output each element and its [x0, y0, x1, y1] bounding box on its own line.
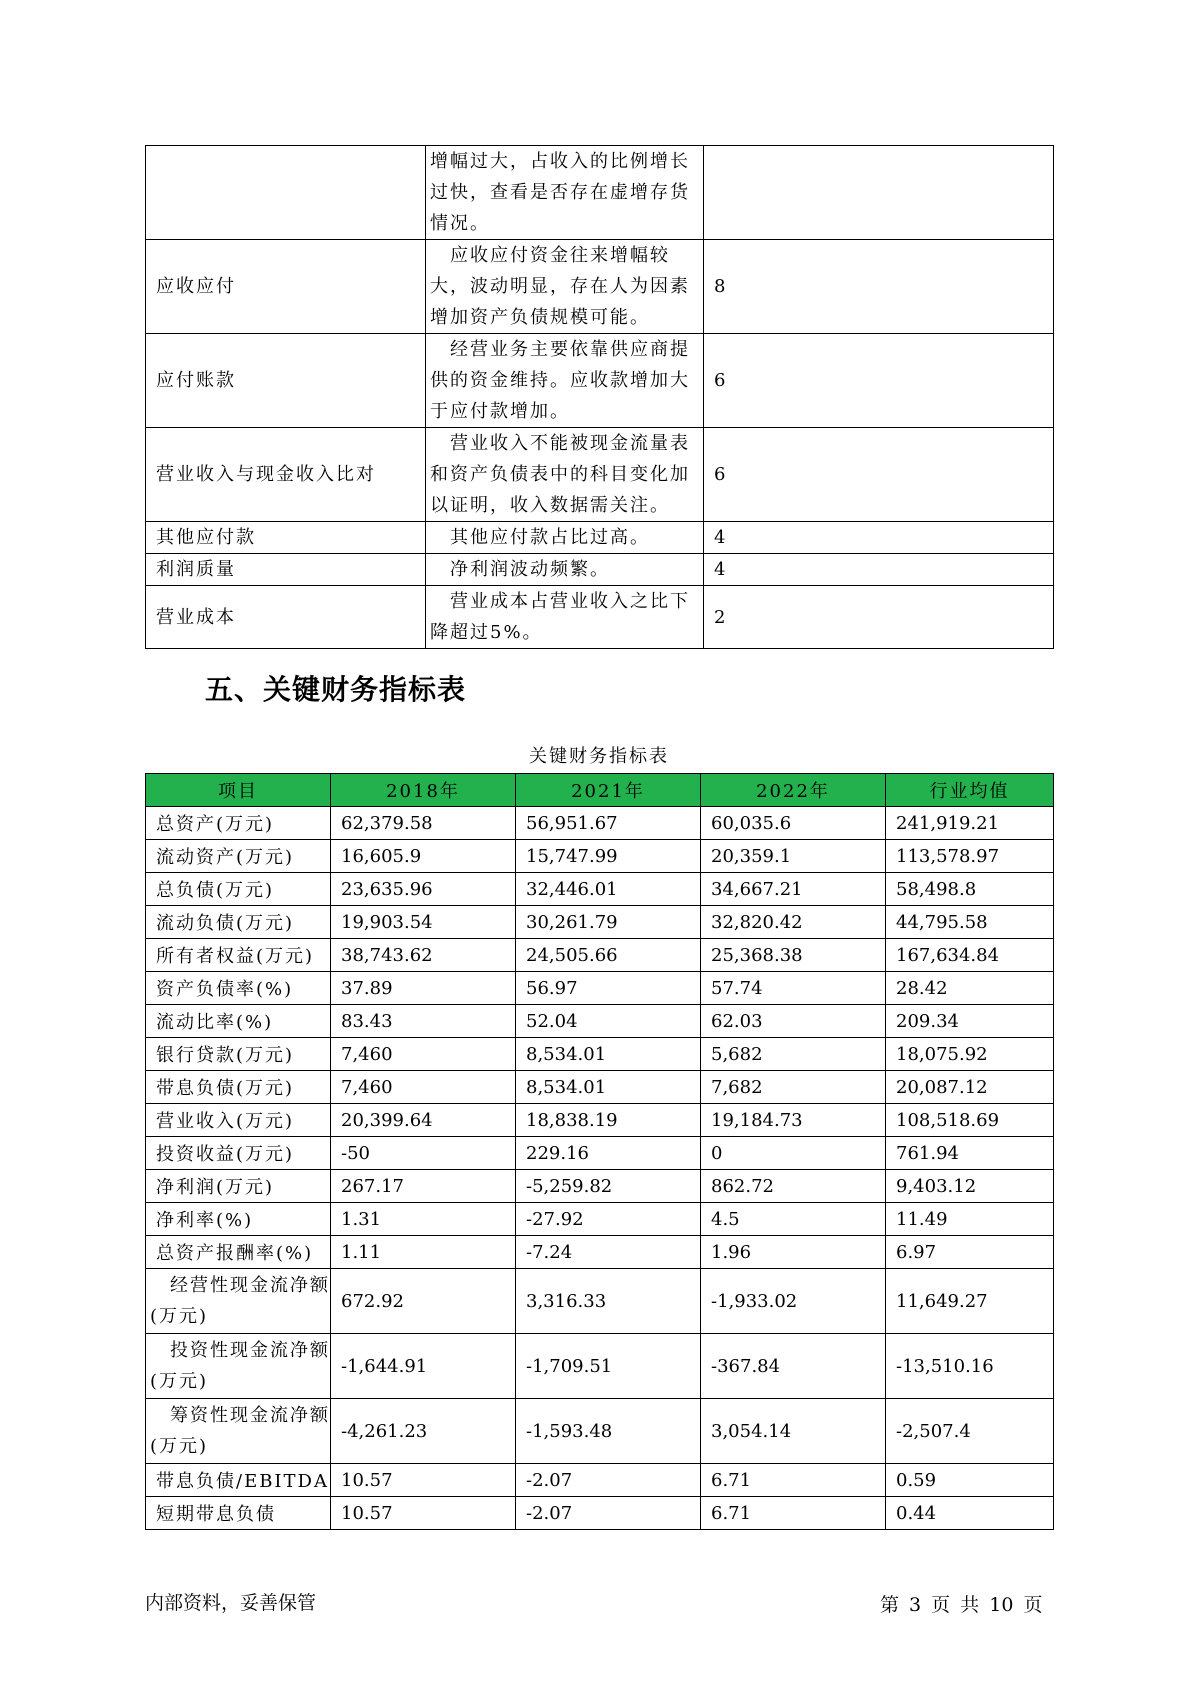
metric-label: 总负债(万元) [146, 873, 331, 906]
section-heading: 五、关键财务指标表 [205, 673, 467, 706]
risk-score: 6 [704, 334, 1054, 428]
risk-category: 其他应付款 [146, 522, 426, 554]
metric-value: 60,035.6 [701, 807, 886, 840]
metric-value: 28.42 [886, 972, 1054, 1005]
metrics-row [146, 873, 1054, 906]
metrics-row [146, 1170, 1054, 1203]
risk-row [146, 334, 1054, 428]
metrics-row [146, 1334, 1054, 1399]
risk-description: 经营业务主要依靠供应商提供的资金维持。应收款增加大于应付款增加。 [426, 334, 704, 428]
metric-value: 18,075.92 [886, 1038, 1054, 1071]
risk-category [146, 146, 426, 240]
metric-value: 672.92 [331, 1269, 516, 1334]
metric-label: 短期带息负债 [146, 1497, 331, 1530]
metric-value: 108,518.69 [886, 1104, 1054, 1137]
metric-value: 10.57 [331, 1497, 516, 1530]
metric-value: 20,399.64 [331, 1104, 516, 1137]
metrics-row [146, 1269, 1054, 1334]
metric-value: -2.07 [516, 1464, 701, 1497]
metric-value: -1,709.51 [516, 1334, 701, 1399]
metrics-row [146, 1497, 1054, 1530]
metric-value: -13,510.16 [886, 1334, 1054, 1399]
metric-value: 20,359.1 [701, 840, 886, 873]
metric-value: -50 [331, 1137, 516, 1170]
risk-row [146, 240, 1054, 334]
metric-value: -367.84 [701, 1334, 886, 1399]
metric-value: 862.72 [701, 1170, 886, 1203]
metrics-row [146, 1399, 1054, 1464]
metric-value: -1,593.48 [516, 1399, 701, 1464]
metric-value: 267.17 [331, 1170, 516, 1203]
metric-value: 1.31 [331, 1203, 516, 1236]
metrics-row [146, 939, 1054, 972]
risk-row [146, 428, 1054, 522]
metric-value: -5,259.82 [516, 1170, 701, 1203]
metric-value: 209.34 [886, 1005, 1054, 1038]
metric-label: 带息负债(万元) [146, 1071, 331, 1104]
metric-value: 7,460 [331, 1038, 516, 1071]
metric-value: 10.57 [331, 1464, 516, 1497]
metric-value: 19,184.73 [701, 1104, 886, 1137]
risk-description: 营业成本占营业收入之比下降超过5%。 [426, 586, 704, 649]
footer-confidential-note: 内部资料，妥善保管 [145, 1592, 317, 1614]
metric-value: 3,054.14 [701, 1399, 886, 1464]
risk-description: 营业收入不能被现金流量表和资产负债表中的科目变化加以证明，收入数据需关注。 [426, 428, 704, 522]
header-2018: 2018年 [331, 774, 516, 807]
metrics-row [146, 807, 1054, 840]
metrics-row [146, 1038, 1054, 1071]
footer-page-number: 第 3 页 共 10 页 [880, 1594, 1043, 1616]
metric-value: -27.92 [516, 1203, 701, 1236]
metric-label: 流动资产(万元) [146, 840, 331, 873]
metric-value: 44,795.58 [886, 906, 1054, 939]
metric-value: 11.49 [886, 1203, 1054, 1236]
metric-value: 15,747.99 [516, 840, 701, 873]
metric-value: 8,534.01 [516, 1038, 701, 1071]
risk-row [146, 554, 1054, 586]
metric-value: 229.16 [516, 1137, 701, 1170]
risk-score: 6 [704, 428, 1054, 522]
risk-row [146, 586, 1054, 649]
key-financial-metrics-table [145, 773, 1054, 1530]
metric-value: -2,507.4 [886, 1399, 1054, 1464]
metric-value: 34,667.21 [701, 873, 886, 906]
metric-value: 1.11 [331, 1236, 516, 1269]
metric-label: 资产负债率(%) [146, 972, 331, 1005]
metric-value: 20,087.12 [886, 1071, 1054, 1104]
risk-score: 2 [704, 586, 1054, 649]
metric-label: 流动负债(万元) [146, 906, 331, 939]
metric-label: 带息负债/EBITDA [146, 1464, 331, 1497]
metric-value: 32,446.01 [516, 873, 701, 906]
header-item: 项目 [146, 774, 331, 807]
metrics-row [146, 906, 1054, 939]
metric-label: 净利润(万元) [146, 1170, 331, 1203]
metric-label: 银行贷款(万元) [146, 1038, 331, 1071]
metrics-row [146, 1005, 1054, 1038]
metric-value: 1.96 [701, 1236, 886, 1269]
metrics-row [146, 1203, 1054, 1236]
metric-value: 6.71 [701, 1497, 886, 1530]
metric-value: 3,316.33 [516, 1269, 701, 1334]
header-industry-average: 行业均值 [886, 774, 1054, 807]
metric-value: 32,820.42 [701, 906, 886, 939]
metrics-row [146, 840, 1054, 873]
metric-value: 113,578.97 [886, 840, 1054, 873]
metric-value: 6.71 [701, 1464, 886, 1497]
risk-score [704, 146, 1054, 240]
metric-value: 4.5 [701, 1203, 886, 1236]
metric-value: 6.97 [886, 1236, 1054, 1269]
metrics-row [146, 1071, 1054, 1104]
metric-label: 投资性现金流净额(万元) [146, 1334, 331, 1399]
metric-value: 0 [701, 1137, 886, 1170]
metric-value: 52.04 [516, 1005, 701, 1038]
metrics-header-row [146, 774, 1054, 807]
metric-value: 37.89 [331, 972, 516, 1005]
metric-value: 56,951.67 [516, 807, 701, 840]
metric-value: 241,919.21 [886, 807, 1054, 840]
metric-value: 761.94 [886, 1137, 1054, 1170]
risk-assessment-table [145, 145, 1054, 649]
metric-label: 总资产报酬率(%) [146, 1236, 331, 1269]
risk-row [146, 146, 1054, 240]
metric-value: 25,368.38 [701, 939, 886, 972]
metric-value: 24,505.66 [516, 939, 701, 972]
risk-description: 增幅过大，占收入的比例增长过快，查看是否存在虚增存货情况。 [426, 146, 704, 240]
metric-value: 11,649.27 [886, 1269, 1054, 1334]
risk-row [146, 522, 1054, 554]
metrics-row [146, 972, 1054, 1005]
metrics-row [146, 1104, 1054, 1137]
metric-value: 0.44 [886, 1497, 1054, 1530]
metric-value: -1,933.02 [701, 1269, 886, 1334]
metric-value: 9,403.12 [886, 1170, 1054, 1203]
metric-label: 筹资性现金流净额(万元) [146, 1399, 331, 1464]
risk-category: 应收应付 [146, 240, 426, 334]
metric-label: 营业收入(万元) [146, 1104, 331, 1137]
header-2022: 2022年 [701, 774, 886, 807]
metric-value: 19,903.54 [331, 906, 516, 939]
metric-value: 62.03 [701, 1005, 886, 1038]
metric-value: -1,644.91 [331, 1334, 516, 1399]
metric-label: 投资收益(万元) [146, 1137, 331, 1170]
metrics-row [146, 1464, 1054, 1497]
metric-value: 62,379.58 [331, 807, 516, 840]
metric-value: -2.07 [516, 1497, 701, 1530]
metric-label: 总资产(万元) [146, 807, 331, 840]
metric-value: 0.59 [886, 1464, 1054, 1497]
metric-value: 5,682 [701, 1038, 886, 1071]
metric-value: 8,534.01 [516, 1071, 701, 1104]
metric-value: -4,261.23 [331, 1399, 516, 1464]
metric-value: -7.24 [516, 1236, 701, 1269]
metric-value: 30,261.79 [516, 906, 701, 939]
metric-value: 83.43 [331, 1005, 516, 1038]
risk-category: 利润质量 [146, 554, 426, 586]
metric-value: 167,634.84 [886, 939, 1054, 972]
risk-score: 4 [704, 522, 1054, 554]
metric-value: 7,682 [701, 1071, 886, 1104]
metric-label: 净利率(%) [146, 1203, 331, 1236]
metric-value: 18,838.19 [516, 1104, 701, 1137]
header-2021: 2021年 [516, 774, 701, 807]
metric-label: 所有者权益(万元) [146, 939, 331, 972]
risk-description: 应收应付资金往来增幅较大，波动明显，存在人为因素增加资产负债规模可能。 [426, 240, 704, 334]
metrics-row [146, 1137, 1054, 1170]
metric-value: 23,635.96 [331, 873, 516, 906]
metric-value: 16,605.9 [331, 840, 516, 873]
metric-value: 58,498.8 [886, 873, 1054, 906]
metric-value: 38,743.62 [331, 939, 516, 972]
metric-label: 经营性现金流净额(万元) [146, 1269, 331, 1334]
metric-label: 流动比率(%) [146, 1005, 331, 1038]
metric-value: 7,460 [331, 1071, 516, 1104]
metric-value: 56.97 [516, 972, 701, 1005]
risk-category: 应付账款 [146, 334, 426, 428]
metric-value: 57.74 [701, 972, 886, 1005]
risk-score: 8 [704, 240, 1054, 334]
table-caption: 关键财务指标表 [529, 746, 669, 767]
risk-description: 其他应付款占比过高。 [426, 522, 704, 554]
risk-category: 营业成本 [146, 586, 426, 649]
risk-score: 4 [704, 554, 1054, 586]
risk-category: 营业收入与现金收入比对 [146, 428, 426, 522]
metrics-row [146, 1236, 1054, 1269]
risk-description: 净利润波动频繁。 [426, 554, 704, 586]
